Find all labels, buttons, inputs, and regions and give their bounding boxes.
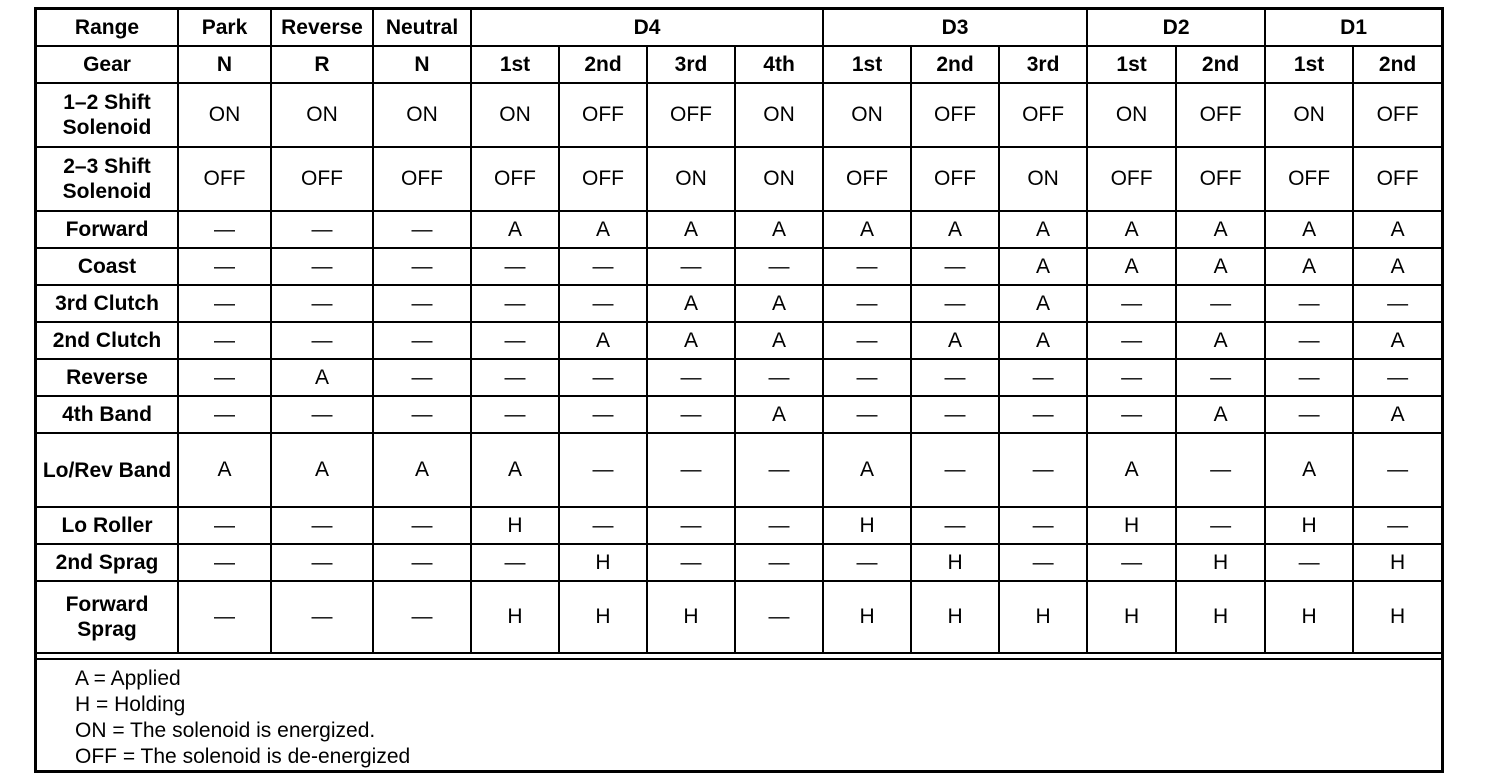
gear-header-cell: 3rd [647,46,735,83]
state-cell: A [735,322,823,359]
state-cell: — [178,544,271,581]
state-cell: — [1087,285,1176,322]
state-cell: A [911,211,999,248]
state-cell: — [373,211,471,248]
state-cell: — [911,396,999,433]
gear-header-cell: 1st [823,46,911,83]
range-header-cell: D3 [823,10,1087,46]
state-cell: — [1176,507,1265,544]
state-cell: H [1353,581,1441,653]
state-cell: OFF [1353,83,1441,147]
state-cell: — [178,507,271,544]
state-cell: A [1087,211,1176,248]
component-application-table [37,10,1441,654]
state-cell: — [178,285,271,322]
state-cell: A [999,322,1087,359]
state-cell: — [999,359,1087,396]
state-cell: — [735,507,823,544]
gear-header-cell: R [271,46,373,83]
state-cell: — [471,396,559,433]
legend-item: H = Holding [75,693,186,716]
gear-row-label: Gear [37,46,178,83]
component-label: 2nd Clutch [37,322,178,359]
state-cell: H [1265,507,1353,544]
state-cell: — [1176,433,1265,507]
legend-item: A = Applied [75,667,181,690]
state-cell: — [373,581,471,653]
state-cell: — [559,433,647,507]
state-cell: — [647,507,735,544]
state-cell: OFF [911,147,999,211]
state-cell: — [373,248,471,285]
state-cell: A [1087,433,1176,507]
gear-header-cell: 2nd [559,46,647,83]
table-row [37,544,1441,581]
component-label: 4th Band [37,396,178,433]
range-header-cell: D4 [471,10,823,46]
state-cell: — [735,433,823,507]
state-cell: — [1087,359,1176,396]
state-cell: — [271,507,373,544]
gear-header-row [37,46,1441,83]
state-cell: A [735,211,823,248]
state-cell: A [735,285,823,322]
state-cell: — [735,359,823,396]
state-cell: ON [735,147,823,211]
state-cell: — [471,359,559,396]
state-cell: — [999,396,1087,433]
state-cell: — [178,322,271,359]
state-cell: — [559,507,647,544]
state-cell: OFF [471,147,559,211]
state-cell: — [271,544,373,581]
state-cell: H [471,507,559,544]
state-cell: — [911,285,999,322]
state-cell: A [559,211,647,248]
state-cell: H [1265,581,1353,653]
state-cell: H [823,581,911,653]
legend [37,658,1441,770]
state-cell: ON [271,83,373,147]
state-cell: OFF [1265,147,1353,211]
gear-header-cell: N [178,46,271,83]
state-cell: — [1265,396,1353,433]
state-cell: A [271,433,373,507]
state-cell: A [1265,211,1353,248]
state-cell: — [911,248,999,285]
state-cell: — [823,544,911,581]
state-cell: A [271,359,373,396]
range-header-cell: Park [178,10,271,46]
gear-header-cell: 2nd [1176,46,1265,83]
gear-header-cell: 3rd [999,46,1087,83]
state-cell: — [1087,322,1176,359]
range-header-cell: D1 [1265,10,1441,46]
state-cell: — [911,359,999,396]
state-cell: A [1176,322,1265,359]
component-label: 2nd Sprag [37,544,178,581]
state-cell: — [823,359,911,396]
state-cell: — [1265,544,1353,581]
state-cell: H [1087,507,1176,544]
state-cell: — [911,433,999,507]
state-cell: H [1176,581,1265,653]
state-cell: A [1353,248,1441,285]
state-cell: ON [1087,83,1176,147]
table-row [37,285,1441,322]
gear-header-cell: N [373,46,471,83]
state-cell: H [559,544,647,581]
state-cell: — [373,396,471,433]
state-cell: — [823,322,911,359]
state-cell: A [999,248,1087,285]
state-cell: OFF [1176,147,1265,211]
state-cell: — [178,248,271,285]
state-cell: — [647,544,735,581]
state-cell: A [1176,211,1265,248]
state-cell: OFF [373,147,471,211]
state-cell: A [1087,248,1176,285]
range-header-cell: Neutral [373,10,471,46]
state-cell: — [471,544,559,581]
state-cell: — [1087,544,1176,581]
state-cell: A [647,211,735,248]
state-cell: OFF [559,147,647,211]
state-cell: OFF [178,147,271,211]
state-cell: — [559,248,647,285]
state-cell: H [471,581,559,653]
table-row [37,581,1441,653]
state-cell: H [999,581,1087,653]
state-cell: — [1353,433,1441,507]
state-cell: A [1265,433,1353,507]
state-cell: — [471,248,559,285]
state-cell: — [1353,359,1441,396]
state-cell: — [373,507,471,544]
gear-header-cell: 1st [471,46,559,83]
state-cell: — [735,544,823,581]
state-cell: OFF [647,83,735,147]
state-cell: — [559,285,647,322]
state-cell: ON [735,83,823,147]
state-cell: — [735,581,823,653]
state-cell: OFF [1176,83,1265,147]
state-cell: OFF [1353,147,1441,211]
table-row [37,322,1441,359]
table-row [37,507,1441,544]
state-cell: H [1087,581,1176,653]
state-cell: ON [1265,83,1353,147]
component-label: Lo/Rev Band [37,433,178,507]
table-row [37,433,1441,507]
state-cell: — [1353,285,1441,322]
state-cell: A [559,322,647,359]
component-label: Forward [37,211,178,248]
gear-header-cell: 1st [1265,46,1353,83]
state-cell: — [271,211,373,248]
state-cell: — [911,507,999,544]
state-cell: — [373,544,471,581]
state-cell: — [1176,359,1265,396]
state-cell: — [999,507,1087,544]
component-label: 3rd Clutch [37,285,178,322]
gear-header-cell: 2nd [911,46,999,83]
state-cell: — [1353,507,1441,544]
range-header-row [37,10,1441,46]
component-label: Forward Sprag [37,581,178,653]
state-cell: A [823,433,911,507]
component-label: 2–3 Shift Solenoid [37,147,178,211]
state-cell: A [373,433,471,507]
state-cell: A [471,433,559,507]
state-cell: A [999,285,1087,322]
state-cell: — [1265,285,1353,322]
state-cell: — [271,396,373,433]
state-cell: A [999,211,1087,248]
range-header-cell: Reverse [271,10,373,46]
legend-item: OFF = The solenoid is de-energized [75,745,411,768]
state-cell: OFF [1087,147,1176,211]
gear-header-cell: 2nd [1353,46,1441,83]
state-cell: — [271,322,373,359]
component-label: Reverse [37,359,178,396]
state-cell: A [471,211,559,248]
shift-solenoid-chart [34,7,1444,773]
gear-header-cell: 4th [735,46,823,83]
state-cell: H [1353,544,1441,581]
state-cell: A [1353,211,1441,248]
state-cell: H [559,581,647,653]
table-row [37,396,1441,433]
state-cell: OFF [559,83,647,147]
state-cell: — [999,544,1087,581]
state-cell: — [823,285,911,322]
table-row [37,83,1441,147]
state-cell: H [1176,544,1265,581]
state-cell: — [178,396,271,433]
state-cell: A [1176,248,1265,285]
range-row-label: Range [37,10,178,46]
state-cell: ON [178,83,271,147]
state-cell: H [823,507,911,544]
state-cell: OFF [271,147,373,211]
table-row [37,147,1441,211]
state-cell: A [1176,396,1265,433]
state-cell: ON [999,147,1087,211]
state-cell: — [178,359,271,396]
state-cell: A [911,322,999,359]
state-cell: ON [373,83,471,147]
table-row [37,211,1441,248]
state-cell: A [1353,322,1441,359]
state-cell: A [735,396,823,433]
state-cell: ON [471,83,559,147]
state-cell: H [911,581,999,653]
state-cell: — [373,359,471,396]
component-label: 1–2 Shift Solenoid [37,83,178,147]
state-cell: — [1087,396,1176,433]
state-cell: — [823,248,911,285]
state-cell: — [559,396,647,433]
table-row [37,248,1441,285]
state-cell: — [1265,359,1353,396]
gear-header-cell: 1st [1087,46,1176,83]
state-cell: — [471,285,559,322]
state-cell: OFF [999,83,1087,147]
state-cell: — [735,248,823,285]
state-cell: H [911,544,999,581]
state-cell: — [178,581,271,653]
state-cell: A [1353,396,1441,433]
state-cell: — [1265,322,1353,359]
state-cell: ON [647,147,735,211]
state-cell: — [178,211,271,248]
state-cell: OFF [823,147,911,211]
component-label: Coast [37,248,178,285]
state-cell: — [647,396,735,433]
state-cell: — [271,285,373,322]
table-row [37,359,1441,396]
state-cell: — [999,433,1087,507]
state-cell: — [823,396,911,433]
state-cell: — [271,248,373,285]
state-cell: A [647,285,735,322]
state-cell: — [647,359,735,396]
state-cell: ON [823,83,911,147]
state-cell: A [647,322,735,359]
state-cell: A [1265,248,1353,285]
state-cell: — [1176,285,1265,322]
legend-item: ON = The solenoid is energized. [75,719,376,742]
state-cell: — [373,322,471,359]
state-cell: OFF [911,83,999,147]
component-label: Lo Roller [37,507,178,544]
state-cell: A [823,211,911,248]
state-cell: — [647,433,735,507]
state-cell: — [559,359,647,396]
range-header-cell: D2 [1087,10,1265,46]
state-cell: — [647,248,735,285]
state-cell: A [178,433,271,507]
state-cell: — [271,581,373,653]
state-cell: — [373,285,471,322]
state-cell: H [647,581,735,653]
state-cell: — [471,322,559,359]
